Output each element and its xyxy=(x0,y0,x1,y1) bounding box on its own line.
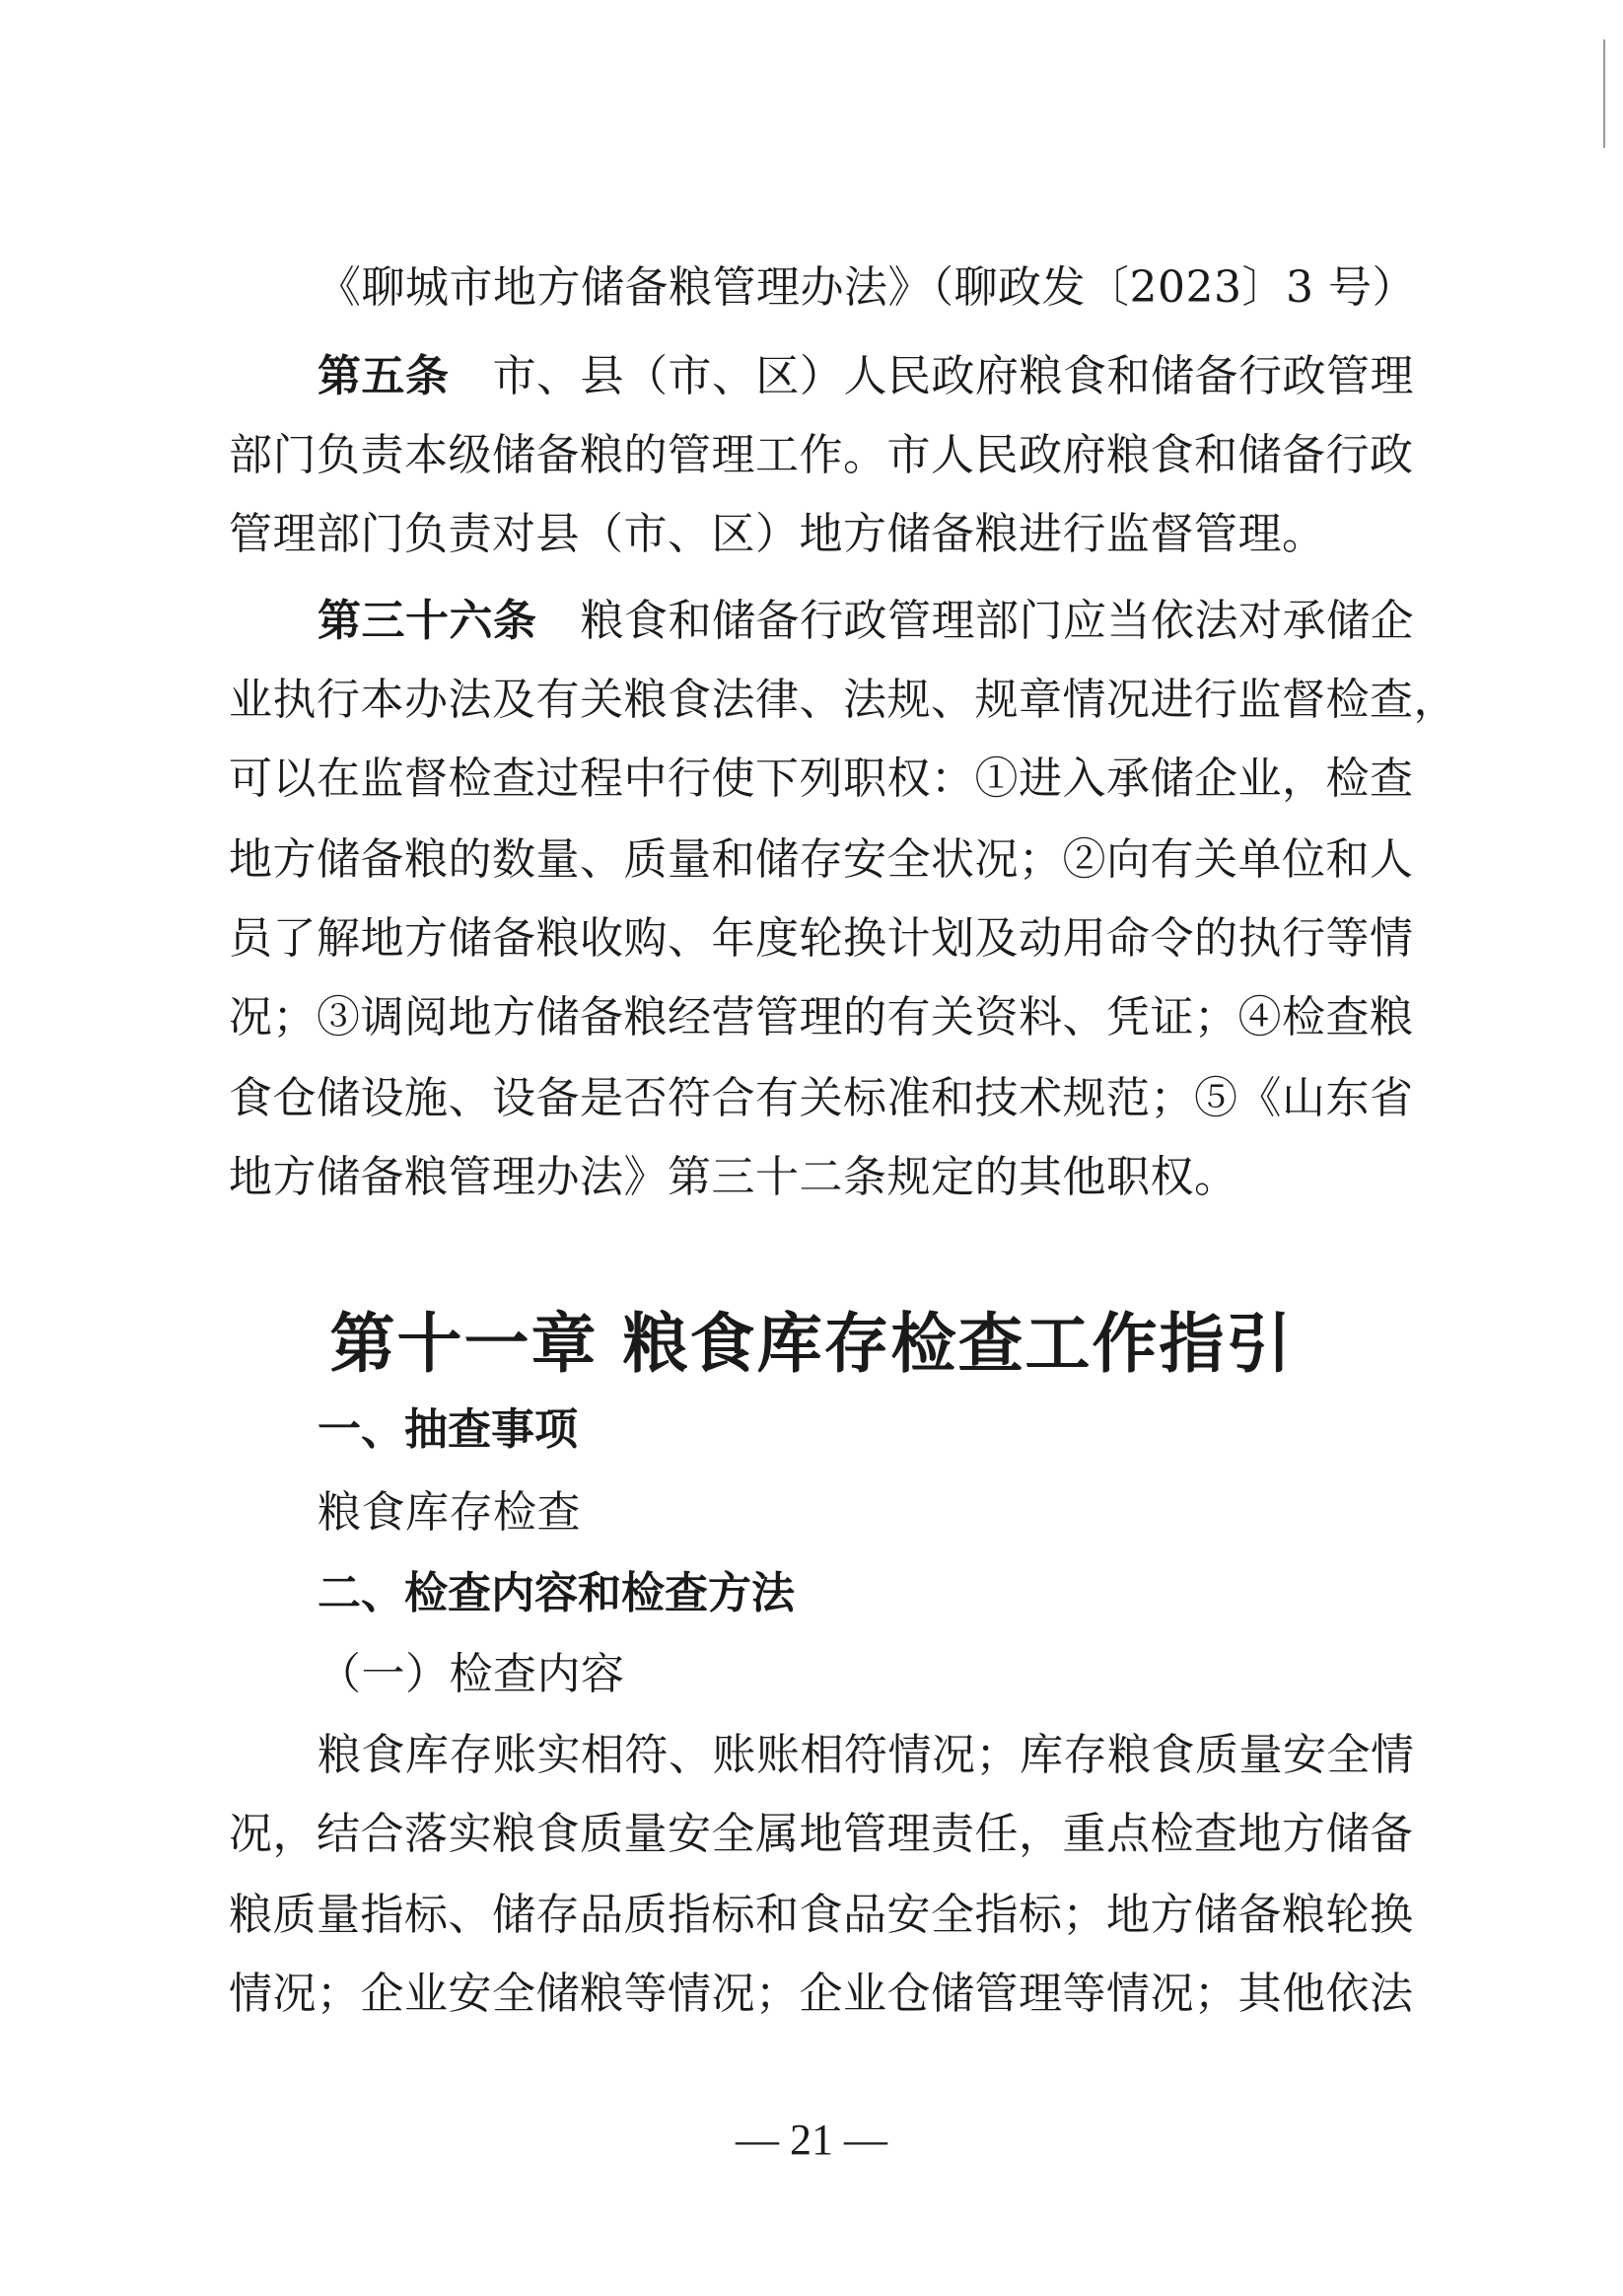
section-2-subheading: （一）检查内容 xyxy=(318,1649,625,1699)
article-5-line-2: 部门负责本级储备粮的管理工作。市人民政府粮食和储备行政 xyxy=(229,430,1414,480)
article-36-label: 第三十六条 xyxy=(318,596,537,646)
article-5-text-1: 市、县（市、区）人民政府粮食和储备行政管理 xyxy=(492,351,1414,401)
article-5-line-1 xyxy=(318,347,1501,406)
page-number: — 21 — xyxy=(736,2116,887,2164)
article-36-line-7: 食仓储设施、设备是否符合有关标准和技术规范；⑤《山东省 xyxy=(229,1073,1414,1123)
article-36-line-8: 地方储备粮管理办法》第三十二条规定的其他职权。 xyxy=(229,1152,1238,1202)
article-36-line-3: 可以在监督检查过程中行使下列职权：①进入承储企业，检查 xyxy=(229,753,1414,804)
article-36-line-1 xyxy=(318,592,1501,651)
section-2-line-4: 情况；企业安全储粮等情况；企业仓储管理等情况；其他依法 xyxy=(229,1969,1414,2019)
section-2-line-3: 粮质量指标、储存品质指标和食品安全指标；地方储备粮轮换 xyxy=(229,1890,1414,1940)
article-36-line-2: 业执行本办法及有关粮食法律、法规、规章情况进行监督检查， xyxy=(229,675,1457,725)
section-1-text: 粮食库存检查 xyxy=(318,1487,581,1538)
citation-line: 《聊城市地方储备粮管理办法》（聊政发〔2023〕3 号） xyxy=(318,262,1416,313)
section-2-line-1: 粮食库存账实相符、账账相符情况；库存粮食质量安全情 xyxy=(318,1730,1415,1780)
article-36-text-1: 粮食和储备行政管理部门应当依法对承储企 xyxy=(580,596,1414,646)
chapter-title: 第十一章 粮食库存检查工作指引 xyxy=(329,1305,1294,1382)
section-1-heading: 一、抽查事项 xyxy=(318,1404,578,1455)
article-5-line-3: 管理部门负责对县（市、区）地方储备粮进行监督管理。 xyxy=(229,509,1326,559)
article-36-line-6: 况；③调阅地方储备粮经营管理的有关资料、凭证；④检查粮 xyxy=(229,992,1414,1042)
article-36-line-4: 地方储备粮的数量、质量和储存安全状况；②向有关单位和人 xyxy=(229,834,1414,885)
scan-edge-line xyxy=(1603,39,1605,148)
section-2-heading: 二、检查内容和检查方法 xyxy=(318,1568,795,1618)
section-2-line-2: 况，结合落实粮食质量安全属地管理责任，重点检查地方储备 xyxy=(229,1809,1414,1859)
article-36-line-5: 员了解地方储备粮收购、年度轮换计划及动用命令的执行等情 xyxy=(229,913,1414,964)
article-5-label: 第五条 xyxy=(318,351,450,401)
